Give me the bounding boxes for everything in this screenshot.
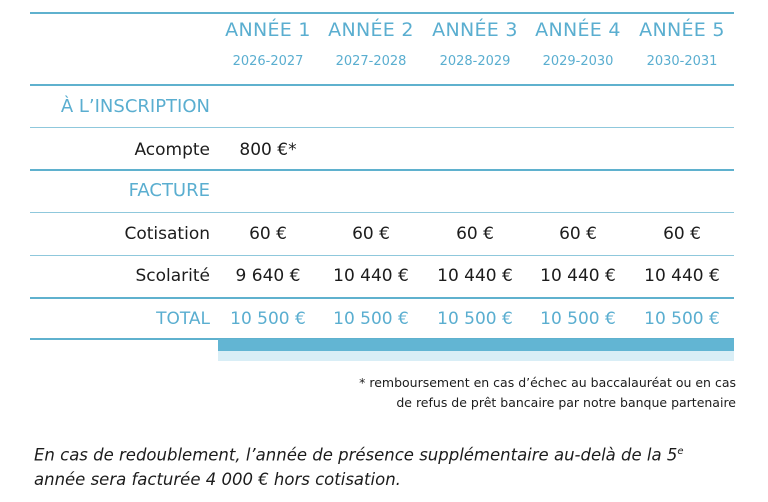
cell-cotisation: 60 € <box>456 224 494 244</box>
section-facture: FACTURE <box>128 180 210 201</box>
note-superscript: e <box>677 446 684 457</box>
year-label: ANNÉE 2 <box>328 19 414 41</box>
total-band-light <box>218 351 734 361</box>
rule-header-bottom <box>30 84 734 86</box>
footnote-line2: de refus de prêt bancaire par notre banque partenaire <box>396 395 736 410</box>
cell-scolarite: 10 440 € <box>437 266 513 286</box>
row-label-total: TOTAL <box>156 309 210 329</box>
year-label: ANNÉE 1 <box>225 19 311 41</box>
year-label: ANNÉE 3 <box>432 19 518 41</box>
cell-cotisation: 60 € <box>559 224 597 244</box>
rule-scolarite <box>30 297 734 299</box>
footnote-line1: * remboursement en cas d’échec au baccalauréat ou en cas <box>359 375 736 390</box>
rule-acompte <box>30 169 734 171</box>
repeat-year-note <box>34 440 734 492</box>
rule-top <box>30 12 734 14</box>
cell-total: 10 500 € <box>540 309 616 329</box>
cell-scolarite: 10 440 € <box>644 266 720 286</box>
cell-total: 10 500 € <box>230 309 306 329</box>
total-band <box>218 339 734 351</box>
rule-inscription <box>30 127 734 128</box>
year-range: 2027-2028 <box>335 54 407 69</box>
section-inscription: À L’INSCRIPTION <box>60 96 210 117</box>
footnote <box>316 373 736 413</box>
cell-cotisation: 60 € <box>249 224 287 244</box>
cell-scolarite: 9 640 € <box>235 266 301 286</box>
cell-cotisation: 60 € <box>352 224 390 244</box>
year-range: 2028-2029 <box>439 54 511 69</box>
note-text-part2: année sera facturée 4 000 € hors cotisation. <box>34 469 401 489</box>
year-label: ANNÉE 5 <box>639 19 725 41</box>
cell-total: 10 500 € <box>333 309 409 329</box>
cell-scolarite: 10 440 € <box>540 266 616 286</box>
row-label-cotisation: Cotisation <box>124 224 210 244</box>
year-label: ANNÉE 4 <box>535 19 621 41</box>
row-label-scolarite: Scolarité <box>135 266 210 286</box>
cell-total: 10 500 € <box>644 309 720 329</box>
note-text-part1: En cas de redoublement, l’année de présence supplémentaire au-delà de la 5 <box>34 445 678 465</box>
year-range: 2030-2031 <box>646 54 718 69</box>
rule-cotisation <box>30 255 734 256</box>
year-range: 2026-2027 <box>232 54 304 69</box>
cell-scolarite: 10 440 € <box>333 266 409 286</box>
year-range: 2029-2030 <box>542 54 614 69</box>
cell-cotisation: 60 € <box>663 224 701 244</box>
rule-facture <box>30 212 734 213</box>
row-label-acompte: Acompte <box>134 140 210 160</box>
cell-total: 10 500 € <box>437 309 513 329</box>
cell-acompte-year1: 800 €* <box>239 140 297 160</box>
